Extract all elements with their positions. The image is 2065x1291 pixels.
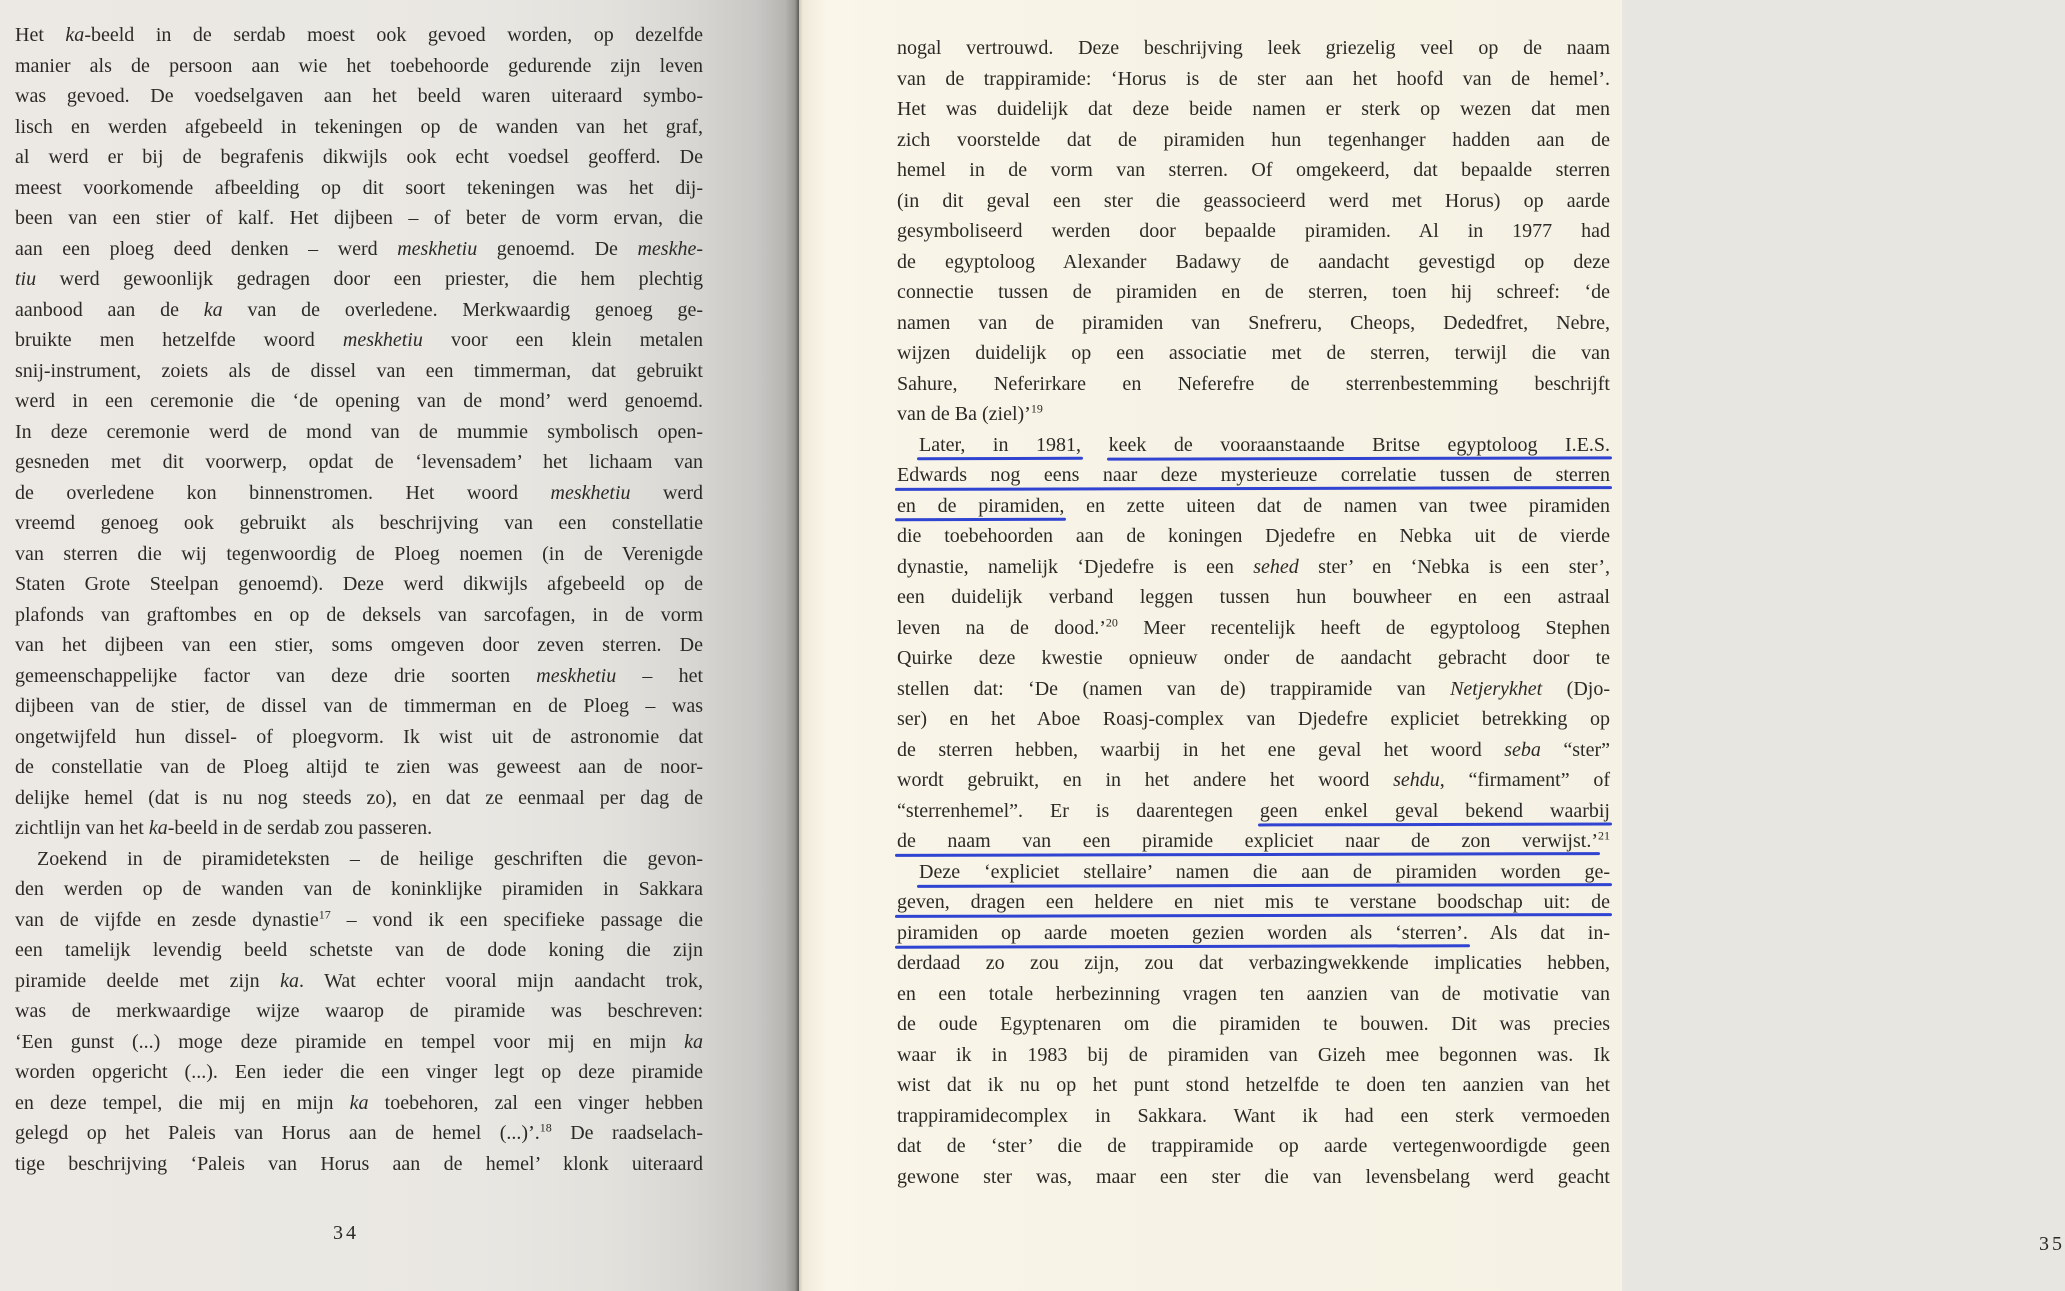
text-line (897, 552, 1610, 583)
text-segment: ka (203, 298, 223, 321)
text-segment: stellen dat: ‘De (namen van de) trappiramide van (897, 677, 1451, 700)
pen-underlined-text: Edwards nog eens naar deze mysterieuze correlatie tussen de sterren (897, 464, 1610, 486)
text-segment: , “firmament” of (1439, 769, 1610, 791)
text-segment: connectie tussen de piramiden en de sterren, toen hij schreef: ‘de (897, 281, 1610, 303)
text-segment: tiu (15, 268, 37, 290)
text-line (15, 508, 703, 539)
text-segment: (in dit geval een ster die geassocieerd werd met Horus) op aarde (897, 189, 1610, 212)
text-segment: Het (15, 24, 66, 46)
text-line (15, 20, 703, 51)
text-segment: wijzen duidelijk op een associatie met de sterren, terwijl die van (897, 342, 1610, 364)
text-segment: al werd er bij de begrafenis dikwijls ook echt voedsel geofferd. De (15, 146, 703, 168)
text-segment: den werden op de wanden van de koninklijke piramiden in Sakkara (15, 878, 703, 900)
text-line (15, 874, 703, 905)
text-line (897, 948, 1610, 979)
text-line (15, 783, 703, 814)
text-segment: leven na de dood.’ (897, 616, 1106, 639)
text-line (897, 1070, 1610, 1101)
text-segment: dijbeen van de stier, de dissel van de timmerman en de Ploeg – was (15, 695, 703, 717)
text-line (897, 125, 1610, 156)
text-segment: . Wat echter vooral mijn aandacht trok, (298, 969, 703, 992)
text-line (15, 386, 703, 417)
text-line (15, 905, 703, 936)
text-segment: gemeenschappelijke factor van deze drie soorten (15, 664, 537, 687)
text-line (15, 539, 703, 570)
page-number-right: 35 (2039, 1233, 2065, 1255)
text-segment: ka (280, 969, 299, 992)
footnote-superscript: 21 (1598, 828, 1610, 843)
text-line (897, 857, 1610, 888)
pen-underlined-text: en de piramiden, (897, 494, 1065, 517)
text-line (897, 704, 1610, 735)
text-line (15, 844, 703, 875)
text-segment: gelegd op het Paleis van Horus aan de hemel (...)’. (15, 1122, 540, 1144)
text-line (15, 752, 703, 783)
text-segment: hemel in de vorm van sterren. Of omgekeerd, dat bepaalde sterren (897, 159, 1610, 181)
text-line (15, 142, 703, 173)
text-line (897, 399, 1610, 430)
text-segment: van de Ba (ziel)’ (897, 403, 1031, 425)
text-segment: meskhetiu (397, 237, 478, 260)
text-segment: snij-instrument, zoiets als de dissel van een timmerman, dat gebruikt (15, 359, 703, 382)
text-segment: piramide deelde met zijn (15, 969, 281, 992)
page-number-left: 34 (333, 1222, 359, 1244)
text-segment: aan een ploeg deed denken – werd (15, 237, 398, 260)
text-line (15, 1118, 703, 1149)
pen-underlined-text: Deze ‘expliciet stellaire’ namen die aan de piramiden worden ge- (919, 860, 1610, 883)
text-segment: Als dat in- (1467, 921, 1610, 944)
text-segment: manier als de persoon aan wie het toebehoorde gedurende zijn leven (15, 54, 703, 77)
text-segment: werd in een ceremonie die ‘de opening van de mond’ werd genoemd. (15, 390, 703, 412)
text-line (15, 173, 703, 204)
text-segment: – het (616, 664, 703, 687)
text-line (897, 1101, 1610, 1132)
text-line (15, 447, 703, 478)
text-line (15, 81, 703, 112)
text-segment: gewone ster was, maar een ster die van levensbelang werd geacht (897, 1165, 1610, 1188)
text-line (897, 796, 1610, 827)
page-right (799, 0, 2065, 1291)
text-line (897, 918, 1610, 949)
text-segment: werd (630, 481, 704, 504)
text-segment: de overledene kon binnenstromen. Het woord (15, 481, 551, 504)
text-segment: ongetwijfeld hun dissel- of ploegvorm. Ik wist uit de astronomie dat (15, 725, 703, 748)
text-segment: en een totale herbezinning vragen ten aanzien van de motivatie van (897, 982, 1610, 1005)
text-segment: -beeld in de serdab moest ook gevoed worden, op dezelfde (84, 24, 703, 46)
text-line (15, 203, 703, 234)
text-segment: dynastie, namelijk ‘Djedefre is een (897, 555, 1254, 578)
text-segment: sehdu (1393, 769, 1440, 791)
text-segment: meest voorkomende afbeelding op dit soort tekeningen was het dij- (15, 176, 703, 199)
text-line (897, 643, 1610, 674)
text-segment: ster’ en ‘Nebka is een ster’, (1298, 555, 1610, 578)
text-segment: tige beschrijving ‘Paleis van Horus aan de hemel’ klonk uiteraard (15, 1152, 703, 1175)
text-segment: Staten Grote Steelpan genoemd). Deze werd dikwijls afgebeeld op de (15, 573, 703, 595)
text-segment: ser) en het Aboe Roasj-complex van Djedefre expliciet betrekking op (897, 708, 1610, 730)
text-segment: was de merkwaardige wijze waarop de piramide was beschreven: (15, 1000, 703, 1022)
text-line (15, 51, 703, 82)
text-segment: meskhe- (637, 237, 703, 260)
text-line (15, 691, 703, 722)
text-segment: en zette uiteen dat de namen van twee piramiden (1064, 494, 1610, 517)
text-line (897, 1009, 1610, 1040)
text-line (897, 33, 1610, 64)
text-segment: ‘Een gunst (...) moge deze piramide en tempel voor mij en mijn (15, 1030, 685, 1053)
text-line (15, 722, 703, 753)
page-right-text (897, 33, 1610, 1192)
text-line (897, 491, 1610, 522)
text-segment: ka (684, 1030, 703, 1053)
text-segment: ka (65, 24, 85, 46)
text-line (15, 264, 703, 295)
text-segment: namen van de piramiden van Snefreru, Cheops, Dededfret, Nebre, (897, 311, 1610, 334)
text-segment: nogal vertrouwd. Deze beschrijving leek griezelig veel op de naam (897, 37, 1610, 59)
text-segment: van de trappiramide: ‘Horus is de ster aan het hoofd van de hemel’. (897, 67, 1610, 90)
text-segment: genoemd. De (477, 237, 638, 260)
text-segment: van de overledene. Merkwaardig genoeg ge- (222, 298, 703, 321)
text-segment: aanbood aan de (15, 298, 204, 321)
text-segment: gesneden met dit voorwerp, opdat de ‘levensadem’ het lichaam van (15, 451, 703, 473)
text-line (15, 417, 703, 448)
text-segment: “ster” (1540, 738, 1610, 761)
text-segment: derdaad zo zou zijn, zou dat verbazingwekkende implicaties hebben, (897, 952, 1610, 974)
text-line (897, 582, 1610, 613)
footnote-superscript: 20 (1105, 614, 1118, 629)
text-segment: werd gewoonlijk gedragen door een priester, die hem plechtig (36, 268, 703, 290)
text-segment: vreemd genoeg ook gebruikt als beschrijving van een constellatie (15, 512, 703, 534)
text-line (897, 64, 1610, 95)
text-line (897, 521, 1610, 552)
text-line (15, 935, 703, 966)
text-line (897, 94, 1610, 125)
text-line (15, 996, 703, 1027)
text-segment: trappiramidecomplex in Sakkara. Want ik had een sterk vermoeden (897, 1104, 1610, 1127)
text-line (897, 369, 1610, 400)
text-segment: bruikte men hetzelfde woord (15, 329, 343, 351)
text-segment: (Djo- (1542, 677, 1610, 700)
text-segment: de oude Egyptenaren om die piramiden te bouwen. Dit was precies (897, 1013, 1610, 1035)
text-line (897, 1040, 1610, 1071)
text-segment: die toebehoorden aan de koningen Djedefre en Nebka uit de vierde (897, 525, 1610, 547)
text-segment: – vond ik een specifieke passage die (330, 908, 703, 931)
text-line (15, 630, 703, 661)
text-line (897, 460, 1610, 491)
text-line (897, 1131, 1610, 1162)
text-segment: zichtlijn van het (15, 817, 149, 839)
text-segment: seba (1504, 738, 1541, 761)
text-segment: -beeld in de serdab zou passeren. (167, 817, 433, 839)
text-segment: de constellatie van de Ploeg altijd te zien was geweest aan de noor- (15, 756, 703, 778)
text-segment: Het was duidelijk dat deze beide namen er sterk op wezen dat men (897, 98, 1610, 120)
text-segment: meskhetiu (342, 329, 423, 351)
text-line (897, 765, 1610, 796)
text-line (897, 338, 1610, 369)
text-segment: voor een klein metalen (422, 329, 703, 351)
text-line (897, 308, 1610, 339)
text-segment: Zoekend in de piramideteksten – de heilige geschriften die gevon- (37, 847, 703, 870)
page-left (0, 0, 799, 1291)
text-segment: plafonds van graftombes en op de deksels van sarcofagen, in de vorm (15, 603, 703, 626)
text-line (897, 735, 1610, 766)
text-segment: wordt gebruikt, en in het andere het woord (897, 769, 1394, 791)
text-line (15, 1027, 703, 1058)
text-segment: dat de ‘ster’ die de trappiramide op aarde vertegenwoordigde geen (897, 1135, 1610, 1157)
text-segment: waar ik in 1983 bij de piramiden van Gizeh mee begonnen was. Ik (897, 1043, 1610, 1066)
pen-underlined-text: de naam van een piramide expliciet naar de zon verwijst.’ (897, 830, 1598, 852)
text-line (897, 277, 1610, 308)
text-line (15, 1057, 703, 1088)
text-line (15, 569, 703, 600)
text-segment: Quirke deze kwestie opnieuw onder de aandacht gebracht door te (897, 647, 1610, 669)
text-line (897, 826, 1610, 857)
text-line (15, 356, 703, 387)
text-line (15, 600, 703, 631)
text-segment: De raadselach- (551, 1122, 703, 1144)
text-segment: Meer recentelijk heeft de egyptoloog Stephen (1117, 616, 1610, 639)
text-line (897, 430, 1610, 461)
text-segment: In deze ceremonie werd de mond van de mummie symbolisch open- (15, 420, 703, 443)
pen-underlined-text: piramiden op aarde moeten gezien worden als ‘sterren’. (897, 921, 1468, 944)
text-segment: wist dat ik nu op het punt stond hetzelfde te doen ten aanzien van het (897, 1074, 1610, 1096)
text-segment: sehed (1253, 555, 1299, 578)
text-segment: was gevoed. De voedselgaven aan het beeld waren uiteraard symbo- (15, 85, 703, 107)
text-segment (1081, 434, 1109, 456)
text-segment: ka (148, 817, 168, 839)
text-line (15, 1149, 703, 1180)
text-line (15, 661, 703, 692)
text-line (897, 216, 1610, 247)
pen-underlined-text: geen enkel geval bekend waarbij (1259, 799, 1610, 822)
footnote-superscript: 17 (318, 906, 331, 921)
text-line (897, 186, 1610, 217)
text-segment: van het dijbeen van een stier, soms omgeven door zeven sterren. De (15, 634, 703, 656)
text-segment: de sterren hebben, waarbij in het ene geval het woord (897, 738, 1505, 761)
text-segment: meskhetiu (550, 481, 631, 504)
text-line (897, 613, 1610, 644)
footnote-superscript: 18 (539, 1120, 552, 1135)
text-line (15, 234, 703, 265)
text-segment: worden opgericht (...). Een ieder die een vinger legt op deze piramide (15, 1061, 703, 1083)
page-left-text (15, 20, 703, 1179)
pen-underlined-text: keek de vooraanstaande Britse egyptoloog I.E.S. (1108, 433, 1611, 456)
text-line (15, 325, 703, 356)
text-line (897, 674, 1610, 705)
text-line (15, 112, 703, 143)
text-line (15, 478, 703, 509)
text-segment: Netjerykhet (1450, 677, 1543, 700)
text-line (897, 1162, 1610, 1193)
text-line (15, 966, 703, 997)
text-segment: delijke hemel (dat is nu nog steeds zo), en dat ze eenmaal per dag de (15, 786, 703, 809)
text-segment: van sterren die wij tegenwoordig de Ploeg noemen (in de Verenigde (15, 542, 703, 565)
text-segment: gesymboliseerd werden door bepaalde piramiden. Al in 1977 had (897, 220, 1610, 242)
text-line (15, 295, 703, 326)
text-line (897, 247, 1610, 278)
text-line (897, 887, 1610, 918)
text-segment: been van een stier of kalf. Het dijbeen – of beter de vorm ervan, die (15, 207, 703, 229)
text-line (15, 1088, 703, 1119)
text-segment: een duidelijk verband leggen tussen hun bouwheer en een astraal (897, 586, 1610, 608)
text-segment: meskhetiu (536, 664, 617, 687)
text-segment: zich voorstelde dat de piramiden hun tegenhanger hadden aan de (897, 128, 1610, 151)
text-segment: ka (349, 1091, 369, 1114)
pen-underlined-text: Later, in 1981, (919, 433, 1082, 456)
text-line (897, 979, 1610, 1010)
text-line (15, 813, 703, 844)
text-line (897, 155, 1610, 186)
footnote-superscript: 19 (1030, 401, 1043, 416)
text-segment: en deze tempel, die mij en mijn (15, 1091, 350, 1114)
text-segment: “sterrenhemel”. Er is daarentegen (897, 799, 1260, 822)
text-segment: de egyptoloog Alexander Badawy de aandacht gevestigd op deze (897, 250, 1610, 273)
text-segment: Sahure, Neferirkare en Neferefre de sterrenbestemming beschrijft (897, 372, 1610, 395)
pen-underlined-text: geven, dragen een heldere en niet mis te verstane boodschap uit: de (897, 891, 1610, 913)
text-segment: lisch en werden afgebeeld in tekeningen op de wanden van het graf, (15, 115, 703, 138)
text-segment: van de vijfde en zesde dynastie (15, 908, 319, 931)
text-segment: toebehoren, zal een vinger hebben (368, 1091, 703, 1114)
text-segment: een tamelijk levendig beeld schetste van de dode koning die zijn (15, 939, 703, 961)
